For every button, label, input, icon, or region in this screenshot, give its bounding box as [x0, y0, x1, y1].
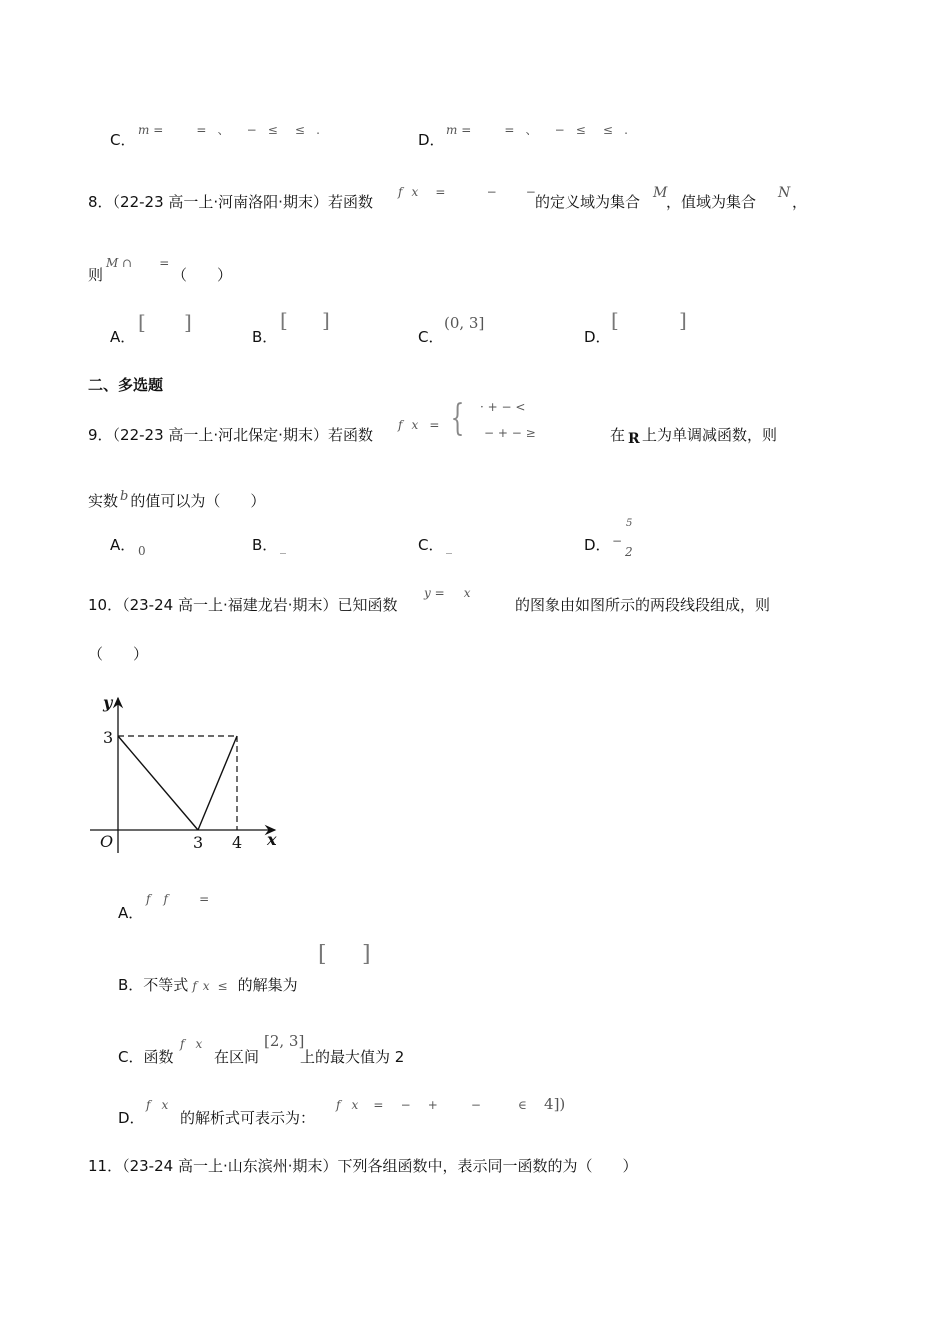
- q7-option-c-label: C．: [110, 131, 136, 149]
- q9-option-d-frac-top: 5: [626, 518, 633, 529]
- q10-function-math: y = x: [424, 586, 471, 600]
- q8-option-b-bracket-left: [: [280, 308, 288, 332]
- q8-option-d-bracket-right: ]: [679, 308, 687, 332]
- graph-label-origin: O: [100, 832, 114, 851]
- q10-option-b-line: B．不等式 f x ≤ 的解集为: [118, 976, 298, 994]
- q8-set-n: N: [778, 185, 791, 201]
- q10-paren: （ ）: [88, 645, 149, 663]
- q9-option-b-value: _: [280, 540, 286, 554]
- q8-option-d-label: D．: [584, 328, 611, 346]
- q9-option-a-value: 0: [138, 544, 146, 558]
- q9-text-mono: 上为单调减函数，则: [642, 426, 778, 444]
- graph-label-x4: 4: [232, 833, 243, 852]
- q11-stem: 11．（23-24 高一上·山东滨州·期末）下列各组函数中，表示同一函数的为（ ）: [88, 1157, 638, 1175]
- q8-stem-domain: 的定义域为集合: [535, 193, 641, 211]
- q10-option-d-math: f x: [146, 1098, 169, 1112]
- q9-function-math: f x =: [398, 418, 440, 432]
- q8-then: 则: [88, 266, 104, 284]
- q10-option-b-bracket-right: ]: [362, 942, 371, 967]
- q10-option-d-text: 的解析式可表示为：: [180, 1109, 316, 1127]
- q10-option-d-expression: f x = − + − ∈ 4]): [336, 1095, 566, 1113]
- q10-option-c-text2: 在区间: [214, 1048, 260, 1066]
- q8-function-math: f x = − −: [398, 185, 536, 199]
- q9-option-a-label: A．: [110, 536, 136, 554]
- q9-option-c-value: _: [446, 540, 452, 554]
- q7-option-c-math: m = = 、 − ≤ ≤ .: [138, 123, 320, 137]
- q9-set-r: R: [628, 431, 640, 447]
- q9-piecewise-brace: {: [450, 398, 465, 439]
- q8-option-a-bracket-right: ]: [184, 310, 192, 334]
- q8-option-a-bracket-left: [: [138, 310, 146, 334]
- q10-stem-line1: 10．（23-24 高一上·福建龙岩·期末）已知函数: [88, 596, 398, 614]
- graph-label-y3: 3: [103, 728, 114, 747]
- q8-comma: ，: [792, 193, 808, 211]
- q8-option-b-label: B．: [252, 328, 278, 346]
- q8-option-c-interval: (0, 3]: [444, 314, 485, 332]
- graph-label-x3: 3: [193, 833, 204, 852]
- q8-paren: （ ）: [172, 266, 233, 284]
- q10-option-a-label: A．: [118, 904, 144, 922]
- q9-option-c-label: C．: [418, 536, 444, 554]
- q9-option-d-frac-bottom: 2: [625, 545, 633, 559]
- q8-option-b-bracket-right: ]: [322, 308, 330, 332]
- q8-stem-range: ，值域为集合: [666, 193, 757, 211]
- q10-option-c-line: C．函数: [118, 1048, 174, 1066]
- q10-option-d-label: D．: [118, 1109, 145, 1127]
- graph-label-x: x: [267, 830, 277, 849]
- q9-piecewise-row2: − + − ≥: [484, 426, 536, 440]
- q10-graph: [85, 688, 295, 858]
- q10-option-b-bracket-left: [: [318, 942, 327, 967]
- q9-piecewise-row1: · + − <: [480, 400, 526, 414]
- q8-stem-line1: 8．（22-23 高一上·河南洛阳·期末）若函数: [88, 193, 373, 211]
- q9-stem-line2: 实数 b 的值可以为（ ）: [88, 489, 266, 510]
- q8-option-a-label: A．: [110, 328, 136, 346]
- q8-option-c-label: C．: [418, 328, 444, 346]
- segment-1: [118, 736, 198, 830]
- q10-option-c-text3: 上的最大值为 2: [300, 1048, 405, 1066]
- q10-stem-rest: 的图象由如图所示的两段线段组成，则: [515, 596, 771, 614]
- section-title-multiple-choice: 二、多选题: [88, 376, 164, 394]
- q10-option-a-math: f f =: [146, 892, 210, 906]
- q8-option-d-bracket-left: [: [611, 308, 619, 332]
- q9-text-on: 在: [610, 426, 626, 444]
- q10-option-c-interval: [2, 3]: [264, 1032, 305, 1050]
- q7-option-d-label: D．: [418, 131, 445, 149]
- q8-set-m: M: [653, 185, 668, 201]
- segment-2: [198, 736, 237, 830]
- q9-option-b-label: B．: [252, 536, 278, 554]
- q8-intersection-math: M ∩ =: [106, 256, 170, 270]
- q9-stem-line1: 9．（22-23 高一上·河北保定·期末）若函数: [88, 426, 373, 444]
- q7-option-d-math: m = = 、 − ≤ ≤ .: [446, 123, 628, 137]
- graph-label-y: y: [103, 693, 113, 712]
- q10-option-c-math: f x: [180, 1037, 203, 1051]
- q9-option-d-label: D．: [584, 536, 611, 554]
- q9-option-d-minus: −: [612, 534, 623, 548]
